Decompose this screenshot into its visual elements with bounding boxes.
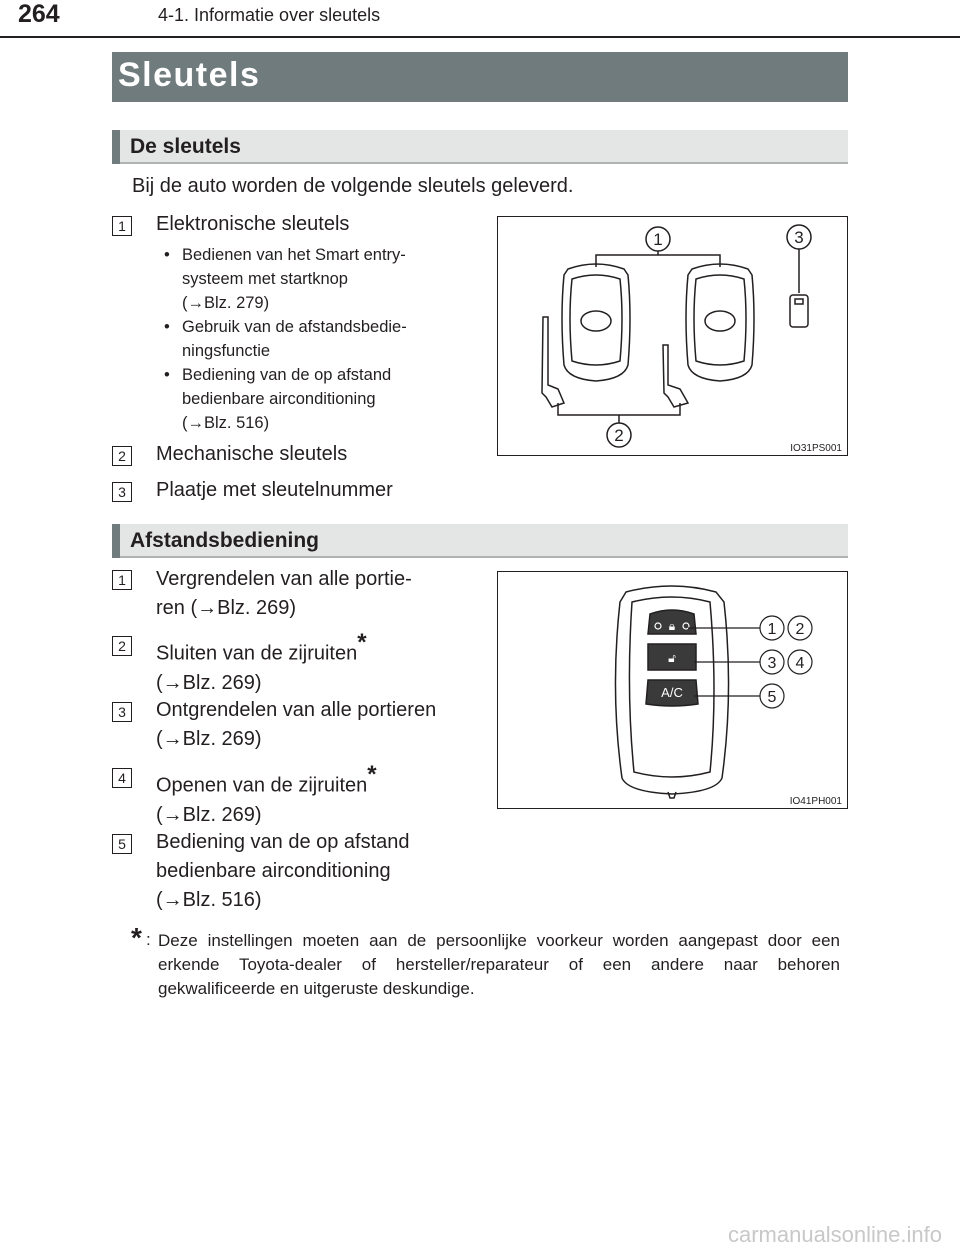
page-title: Sleutels — [118, 56, 261, 94]
remote-illustration — [498, 572, 846, 807]
callout-5: 5 — [767, 689, 777, 706]
callout-2: 2 — [614, 426, 624, 445]
ac-button-label: A/C — [661, 685, 683, 700]
section-marker — [112, 524, 120, 558]
keys-illustration — [498, 217, 846, 454]
section-heading-keys: De sleutels — [130, 135, 241, 158]
remote-item-open-windows: Openen van de zijruiten* (→Blz. 269) — [156, 761, 377, 826]
item-number-2: 2 — [112, 636, 132, 656]
item-number-1: 1 — [112, 216, 132, 236]
footnote-star: * — [131, 922, 142, 953]
remote-item-unlock: Ontgrendelen van alle portieren (→Blz. 269) — [156, 699, 437, 750]
item-number-2: 2 — [112, 446, 132, 466]
figure-code: IO31PS001 — [790, 443, 842, 454]
page-number: 264 — [18, 0, 60, 28]
item-number-3: 3 — [112, 482, 132, 502]
header-divider — [0, 36, 960, 38]
remote-item-close-windows: Sluiten van de zijruiten* (→Blz. 269) — [156, 629, 367, 694]
remote-item-aircon: Bediening van de op afstand bedienbare airconditioning (→Blz. 516) — [156, 831, 410, 911]
remote-figure — [497, 571, 848, 809]
callout-2: 2 — [795, 621, 805, 638]
keys-figure — [497, 216, 848, 456]
watermark: carmanualsonline.info — [727, 1222, 942, 1247]
callout-4: 4 — [795, 655, 805, 672]
footnote-colon: : — [146, 930, 151, 949]
footnote-text: Deze instellingen moeten aan de persoonlijke voorkeur worden aangepast door een erkende Toyota-dealer of hersteller/reparateur of een andere naar behoren gekwalificeerde en uitgeruste deskundige. — [158, 931, 840, 998]
callout-3: 3 — [767, 655, 777, 672]
chapter-title: 4-1. Informatie over sleutels — [158, 5, 381, 25]
intro-text: Bij de auto worden de volgende sleutels geleverd. — [132, 175, 574, 197]
item-number-1: 1 — [112, 570, 132, 590]
item-number-5: 5 — [112, 834, 132, 854]
remote-item-lock: Vergrendelen van alle portie- ren (→Blz. 269) — [156, 568, 412, 619]
bullet-item: • Bedienen van het Smart entry- systeem met startknop (→Blz. 279) — [160, 243, 478, 315]
bullet-item: • Gebruik van de afstandsbedie- ningsfunctie — [160, 315, 478, 363]
callout-1: 1 — [653, 230, 663, 249]
section-marker — [112, 130, 120, 164]
lock-icon: 🔒︎ — [668, 619, 676, 633]
figure-code: IO41PH001 — [789, 796, 842, 807]
section-heading-remote: Afstandsbediening — [130, 529, 320, 552]
key-item-electronic: Elektronische sleutels — [156, 213, 350, 235]
item-number-4: 4 — [112, 768, 132, 788]
callout-1: 1 — [767, 621, 777, 638]
unlock-icon: 🔓︎ — [668, 651, 676, 665]
bullet-item: • Bediening van de op afstand bedienbare airconditioning (→Blz. 516) — [160, 363, 478, 435]
item-number-3: 3 — [112, 702, 132, 722]
key-item-mechanical: Mechanische sleutels — [156, 443, 348, 465]
electronic-key-bullets — [160, 243, 478, 435]
callout-3: 3 — [794, 228, 804, 247]
key-item-plate: Plaatje met sleutelnummer — [156, 479, 393, 501]
